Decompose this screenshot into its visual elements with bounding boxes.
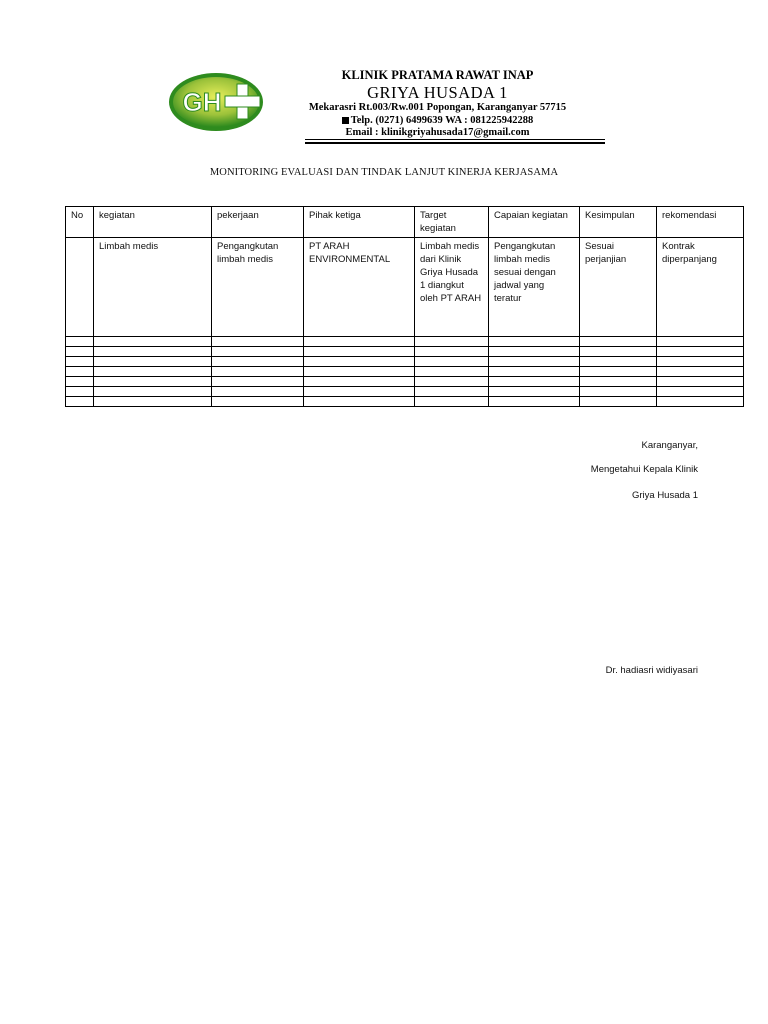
signature-role: Mengetahui Kepala Klinik bbox=[590, 464, 698, 475]
clinic-address: Mekarasri Rt.003/Rw.001 Popongan, Karanganyar 57715 bbox=[308, 102, 567, 113]
empty-row bbox=[66, 337, 744, 347]
empty-row bbox=[66, 397, 744, 407]
cell-no bbox=[66, 238, 94, 337]
signature-org: Griya Husada 1 bbox=[631, 490, 698, 501]
clinic-email: Email : klinikgriyahusada17@gmail.com bbox=[345, 127, 530, 138]
header-cell-capaian: Capaian kegiatan bbox=[489, 207, 580, 238]
header-cell-kesimpulan: Kesimpulan bbox=[580, 207, 657, 238]
phone-text: Telp. (0271) 6499639 WA : 081225942288 bbox=[350, 115, 534, 126]
signature-place: Karanganyar, bbox=[641, 440, 698, 451]
table-header-row bbox=[66, 207, 744, 238]
signature-name: Dr. hadiasri widiyasari bbox=[605, 665, 698, 676]
empty-row bbox=[66, 357, 744, 367]
empty-row bbox=[66, 367, 744, 377]
clinic-name: GRIYA HUSADA 1 bbox=[367, 83, 508, 102]
table-row bbox=[66, 238, 744, 337]
cell-kesimpulan: Sesuai perjanjian bbox=[580, 238, 657, 337]
empty-row bbox=[66, 347, 744, 357]
cell-target: Limbah medis dari Klinik Griya Husada 1 diangkut oleh PT ARAH bbox=[415, 238, 489, 337]
header-cell-rekomendasi: rekomendasi bbox=[657, 207, 744, 238]
clinic-logo bbox=[168, 71, 268, 133]
clinic-phone bbox=[300, 115, 575, 126]
cell-kegiatan: Limbah medis bbox=[94, 238, 212, 337]
header-cell-kegiatan: kegiatan bbox=[94, 207, 212, 238]
logo-text: GH bbox=[182, 87, 222, 117]
cell-capaian: Pengangkutan limbah medis sesuai dengan jadwal yang teratur bbox=[489, 238, 580, 337]
phone-icon bbox=[342, 117, 349, 124]
header-rule-thick bbox=[305, 142, 605, 144]
header-cell-pihak-ketiga: Pihak ketiga bbox=[304, 207, 415, 238]
header-cell-target: Target kegiatan bbox=[415, 207, 489, 238]
empty-row bbox=[66, 387, 744, 397]
monitoring-table bbox=[65, 206, 744, 407]
clinic-type: KLINIK PRATAMA RAWAT INAP bbox=[341, 68, 534, 82]
header-cell-pekerjaan: pekerjaan bbox=[212, 207, 304, 238]
cell-rekomendasi: Kontrak diperpanjang bbox=[657, 238, 744, 337]
header-cell-no: No bbox=[66, 207, 94, 238]
empty-row bbox=[66, 377, 744, 387]
cell-pihak-ketiga: PT ARAH ENVIRONMENTAL bbox=[304, 238, 415, 337]
document-title: MONITORING EVALUASI DAN TINDAK LANJUT KINERJA KERJASAMA bbox=[209, 167, 559, 178]
header-rule-thin bbox=[305, 139, 605, 140]
cell-pekerjaan: Pengangkutan limbah medis bbox=[212, 238, 304, 337]
